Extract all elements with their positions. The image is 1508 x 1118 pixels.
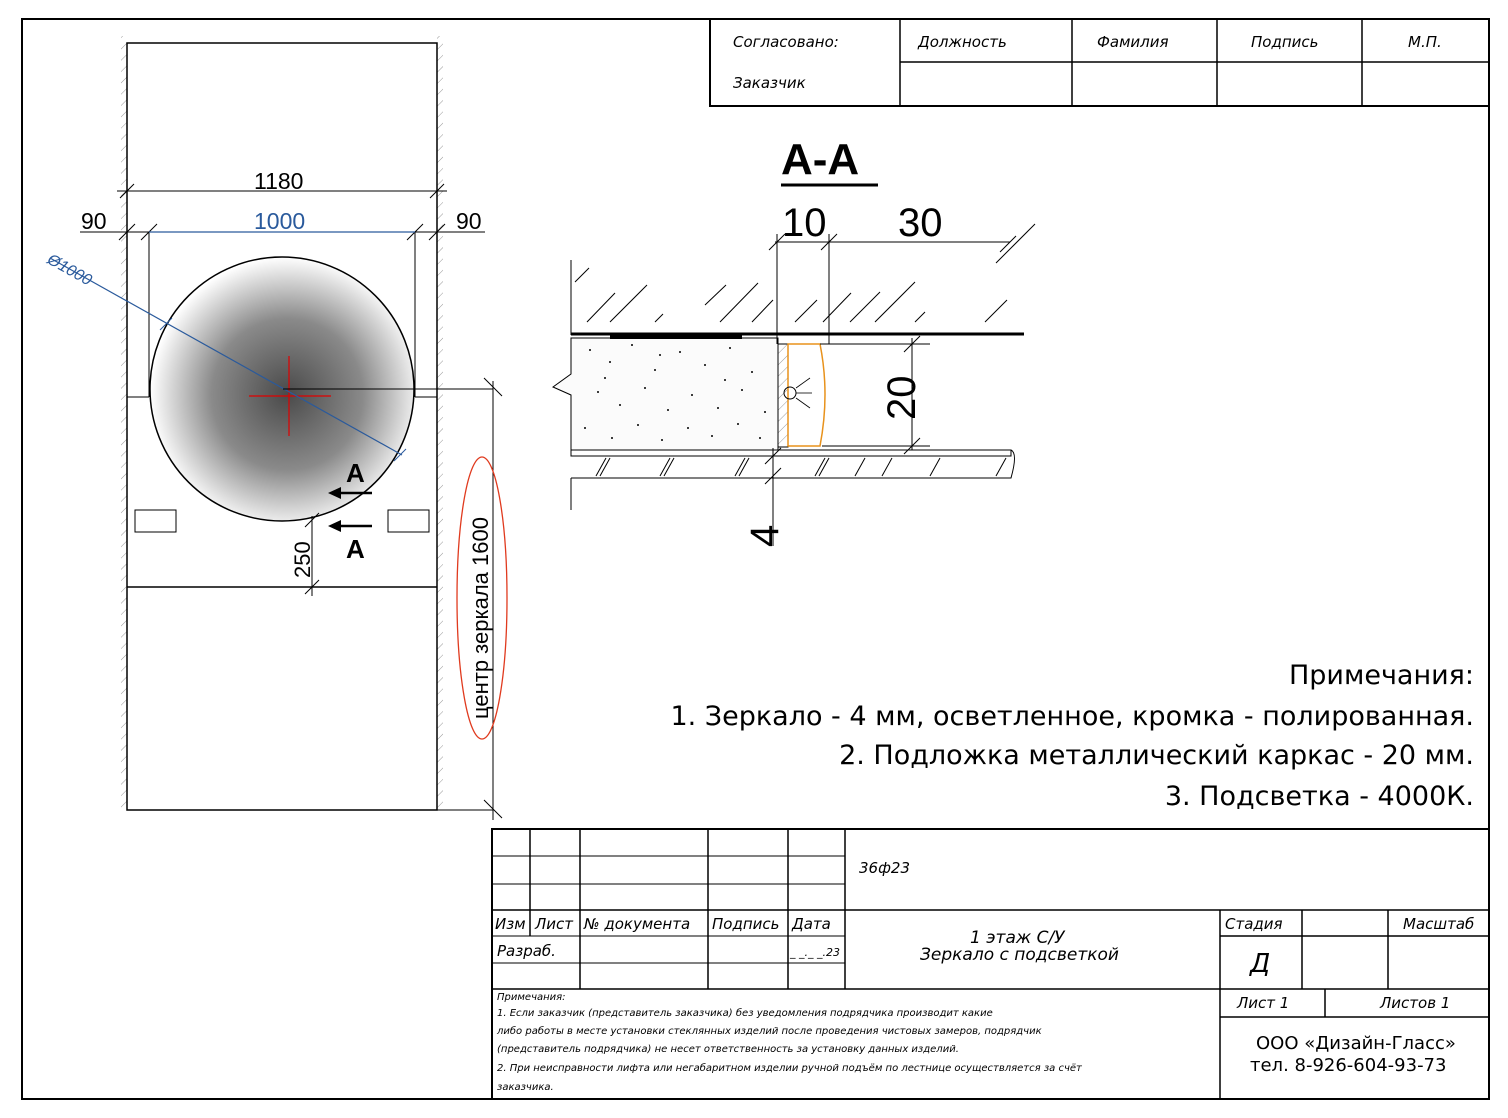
remark-line-2: либо работы в месте установки стеклянных изделий после проведения чистовых замеров, подрядчик	[497, 1026, 1042, 1037]
sheet-number: Лист 1	[1237, 994, 1290, 1012]
elevation-view	[50, 36, 507, 820]
dim-section-20: 20	[880, 375, 924, 420]
header-date: Дата	[792, 915, 831, 933]
approval-seal-header: М.П.	[1408, 33, 1442, 51]
header-doc: № документа	[584, 915, 691, 933]
header-list: Лист	[535, 915, 574, 933]
approval-surname-header: Фамилия	[1097, 33, 1169, 51]
note-3: 3. Подсветка - 4000К.	[1164, 781, 1474, 812]
object-name: 1 этаж С/У	[970, 928, 1065, 948]
center-height-label: центр зеркала 1600	[468, 517, 493, 719]
drawing-code: 36ф23	[859, 859, 910, 877]
remark-line-1: 1. Если заказчик (представитель заказчика) без уведомления подрядчика производит какие	[497, 1008, 993, 1019]
led-profile	[788, 344, 825, 446]
approval-position-header: Должность	[918, 33, 1007, 51]
socket-left	[135, 510, 176, 532]
dim-bottom-offset: 250	[290, 541, 315, 578]
wall-hatch-right	[437, 36, 443, 812]
approval-agreed-label: Согласовано:	[733, 33, 839, 51]
stage-value: Д	[1250, 949, 1271, 979]
dim-section-4: 4	[743, 524, 787, 547]
approval-signature-header: Подпись	[1251, 33, 1319, 51]
approval-customer-label: Заказчик	[733, 74, 806, 92]
remark-line-4: 2. При неисправности лифта или негабаритном изделии ручной подъём по лестнице осуществляется за счёт	[497, 1063, 1082, 1074]
remarks-title: Примечания:	[497, 992, 566, 1003]
dim-mirror-width: 1000	[254, 208, 306, 234]
developer-label: Разраб.	[497, 942, 556, 960]
dim-side-right: 90	[456, 208, 482, 234]
company-phone: тел. 8-926-604-93-73	[1250, 1055, 1447, 1076]
date-value: _ _._ _.23	[790, 946, 840, 959]
dim-diameter: Ø1000	[44, 251, 95, 290]
mirror-glass	[571, 450, 1011, 456]
dim-overall-width: 1180	[254, 168, 304, 194]
section-mark-lower: A	[346, 534, 365, 564]
metal-frame	[778, 344, 788, 447]
note-1: 1. Зеркало - 4 мм, осветленное, кромка - полированная.	[670, 701, 1474, 732]
header-sign: Подпись	[712, 915, 780, 933]
product-name: Зеркало с подсветкой	[920, 945, 1119, 965]
remark-line-5: заказчика.	[497, 1082, 554, 1093]
section-mark-upper: A	[346, 458, 365, 488]
sheets-total: Листов 1	[1380, 994, 1451, 1012]
socket-right	[388, 510, 429, 532]
scale-label: Масштаб	[1403, 915, 1475, 933]
notes-heading: Примечания:	[1288, 660, 1474, 691]
dim-section-10: 10	[782, 201, 827, 245]
note-2: 2. Подложка металлический каркас - 20 мм.	[839, 740, 1474, 771]
dim-section-30: 30	[898, 201, 943, 245]
stage-label: Стадия	[1225, 915, 1283, 933]
sheet-frame	[22, 19, 1489, 1099]
header-izm: Изм	[495, 915, 526, 933]
wall-hatch-left	[121, 36, 127, 812]
remark-line-3: (представитель подрядчика) не несет ответственность за установку данных изделий.	[497, 1044, 959, 1055]
dim-side-left: 90	[81, 208, 107, 234]
company-name: ООО «Дизайн-Гласс»	[1256, 1033, 1456, 1054]
section-title: A-A	[781, 135, 860, 184]
